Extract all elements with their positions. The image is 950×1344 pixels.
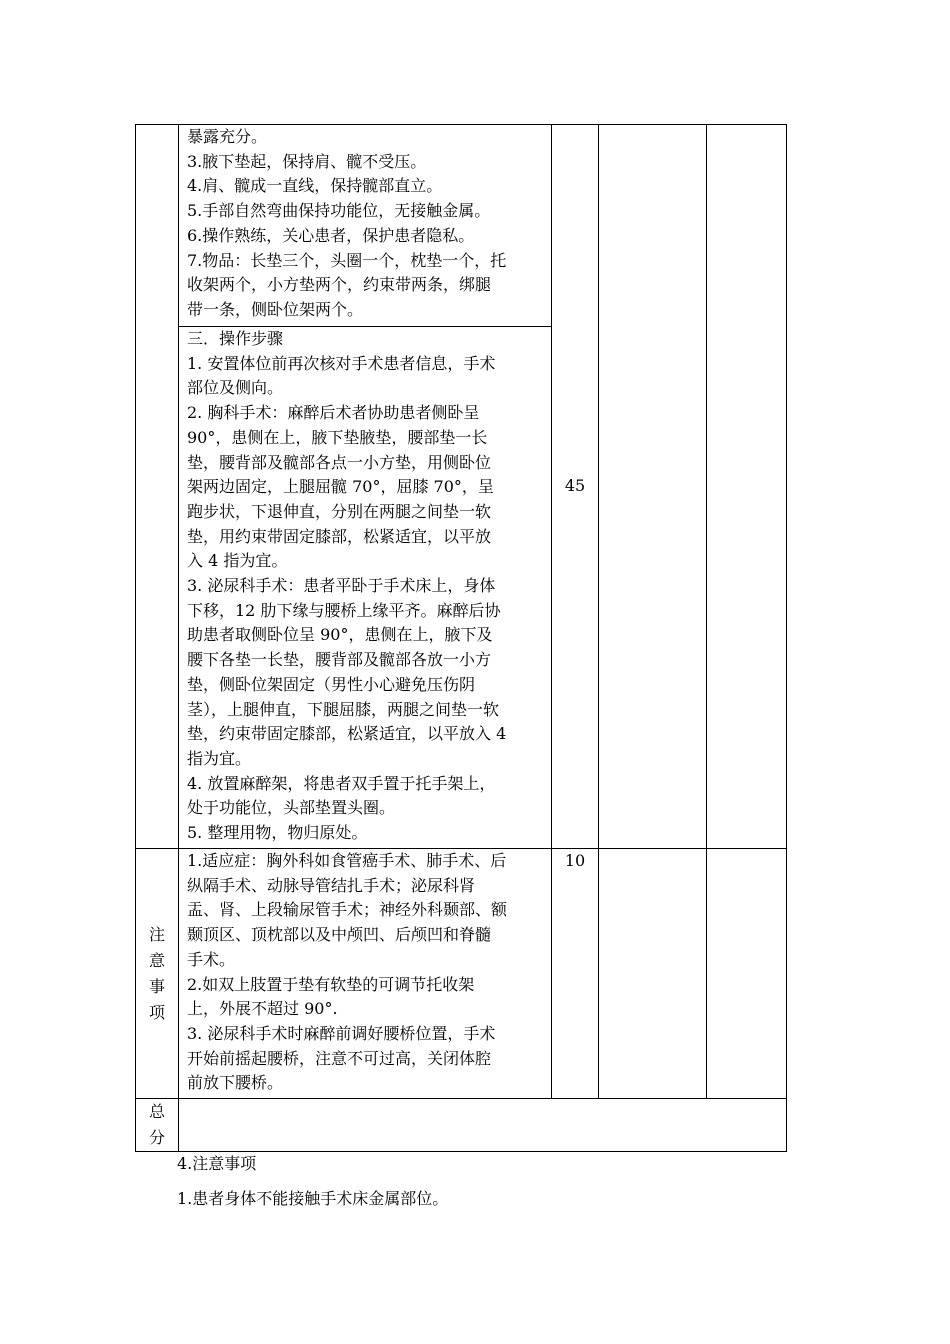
table-row	[136, 125, 787, 327]
note-item: 1.患者身体不能接触手术床金属部位。	[177, 1189, 449, 1208]
category-cell	[136, 849, 179, 1099]
score-cell	[552, 849, 599, 1099]
category-cell	[136, 125, 179, 849]
remark-cell	[707, 849, 787, 1099]
text-line: 垫，腰背部及髋部各点一小方垫，用侧卧位	[187, 452, 492, 472]
text-line: 7.物品：长垫三个，头圈一个，枕垫一个，托	[187, 250, 507, 270]
text-line: 腰下各垫一长垫，腰背部及髋部各放一小方	[187, 650, 492, 670]
text-line: 下移，12 肋下缘与腰桥上缘平齐。麻醉后协	[187, 600, 501, 620]
text-line: 三．操作步骤	[187, 329, 284, 348]
text-line: 3. 泌尿科手术时麻醉前调好腰桥位置，手术	[187, 1023, 496, 1043]
score-cell	[552, 125, 599, 849]
text-line: 4. 放置麻醉架，将患者双手置于托手架上，	[187, 773, 496, 793]
text-line: 颞顶区、顶枕部以及中颅凹、后颅凹和脊髓	[187, 925, 492, 945]
text-line: 5. 整理用物，物归原处。	[187, 823, 368, 843]
table-row	[136, 1099, 787, 1152]
text-line: 4.肩、髋成一直线，保持髋部直立。	[187, 176, 443, 196]
table-row	[136, 849, 787, 1099]
text-line: 2.如双上肢置于垫有软垫的可调节托收架	[187, 974, 475, 994]
text-line: 6.操作熟练，关心患者，保护患者隐私。	[187, 225, 475, 245]
deduction-cell	[599, 849, 707, 1099]
text-line: 盂、肾、上段输尿管手术；神经外科颞部、额	[187, 900, 508, 920]
text-line: 3. 泌尿科手术：患者平卧于手术床上，身体	[187, 576, 496, 596]
section-heading: 4.注意事项	[177, 1154, 257, 1173]
text-line: 指为宜。	[187, 748, 252, 768]
category-label: 注 意 事 项	[148, 924, 165, 1022]
text-line: 收架两个，小方垫两个，约束带两条，绑腿	[187, 275, 492, 295]
total-value-cell	[179, 1099, 787, 1152]
text-line: 部位及侧向。	[187, 378, 284, 398]
text-line: 暴露充分。	[187, 127, 268, 146]
text-line: 3.腋下垫起，保持肩、髋不受压。	[187, 151, 427, 171]
text-line: 垫，侧卧位架固定（男性小心避免压伤阴	[187, 674, 476, 694]
text-line: 垫，约束带固定膝部，松紧适宜，以平放入 4	[187, 724, 507, 744]
text-line: 5.手部自然弯曲保持功能位，无接触金属。	[187, 201, 491, 221]
text-line: 90°，患侧在上，腋下垫腋垫，腰部垫一长	[187, 427, 488, 447]
text-line: 上，外展不超过 90°.	[187, 999, 338, 1019]
text-line: 1.适应症：胸外科如食管癌手术、肺手术、后	[187, 851, 507, 870]
text-line: 处于功能位，头部垫置头圈。	[187, 798, 396, 818]
text-line: 垫，用约束带固定膝部，松紧适宜，以平放	[187, 526, 492, 546]
text-line: 手术。	[187, 949, 236, 969]
text-line: 带一条，侧卧位架两个。	[187, 299, 364, 319]
text-line: 纵隔手术、动脉导管结扎手术；泌尿科肾	[187, 875, 476, 895]
content-cell	[179, 327, 552, 849]
text-line: 入 4 指为宜。	[187, 551, 288, 571]
remark-cell	[707, 125, 787, 849]
text-line: 跑步状，下退伸直，分别在两腿之间垫一软	[187, 501, 492, 521]
total-label-cell	[136, 1099, 179, 1152]
scoring-table	[135, 124, 787, 1152]
text-line: 开始前摇起腰桥，注意不可过高，关闭体腔	[187, 1048, 492, 1068]
text-line: 1. 安置体位前再次核对手术患者信息，手术	[187, 353, 496, 373]
score-value: 10	[564, 851, 586, 870]
text-line: 架两边固定，上腿屈髋 70°，屈膝 70°，呈	[187, 477, 494, 497]
total-label: 总 分	[148, 1102, 165, 1147]
content-cell	[179, 125, 552, 327]
score-value: 45	[564, 476, 586, 496]
content-cell	[179, 849, 552, 1099]
deduction-cell	[599, 125, 707, 849]
text-line: 助患者取侧卧位呈 90°，患侧在上，腋下及	[187, 625, 493, 645]
text-line: 前放下腰桥。	[187, 1073, 284, 1093]
text-line: 茎），上腿伸直，下腿屈膝，两腿之间垫一软	[187, 699, 500, 719]
text-line: 2. 胸科手术：麻醉后术者协助患者侧卧呈	[187, 403, 480, 423]
